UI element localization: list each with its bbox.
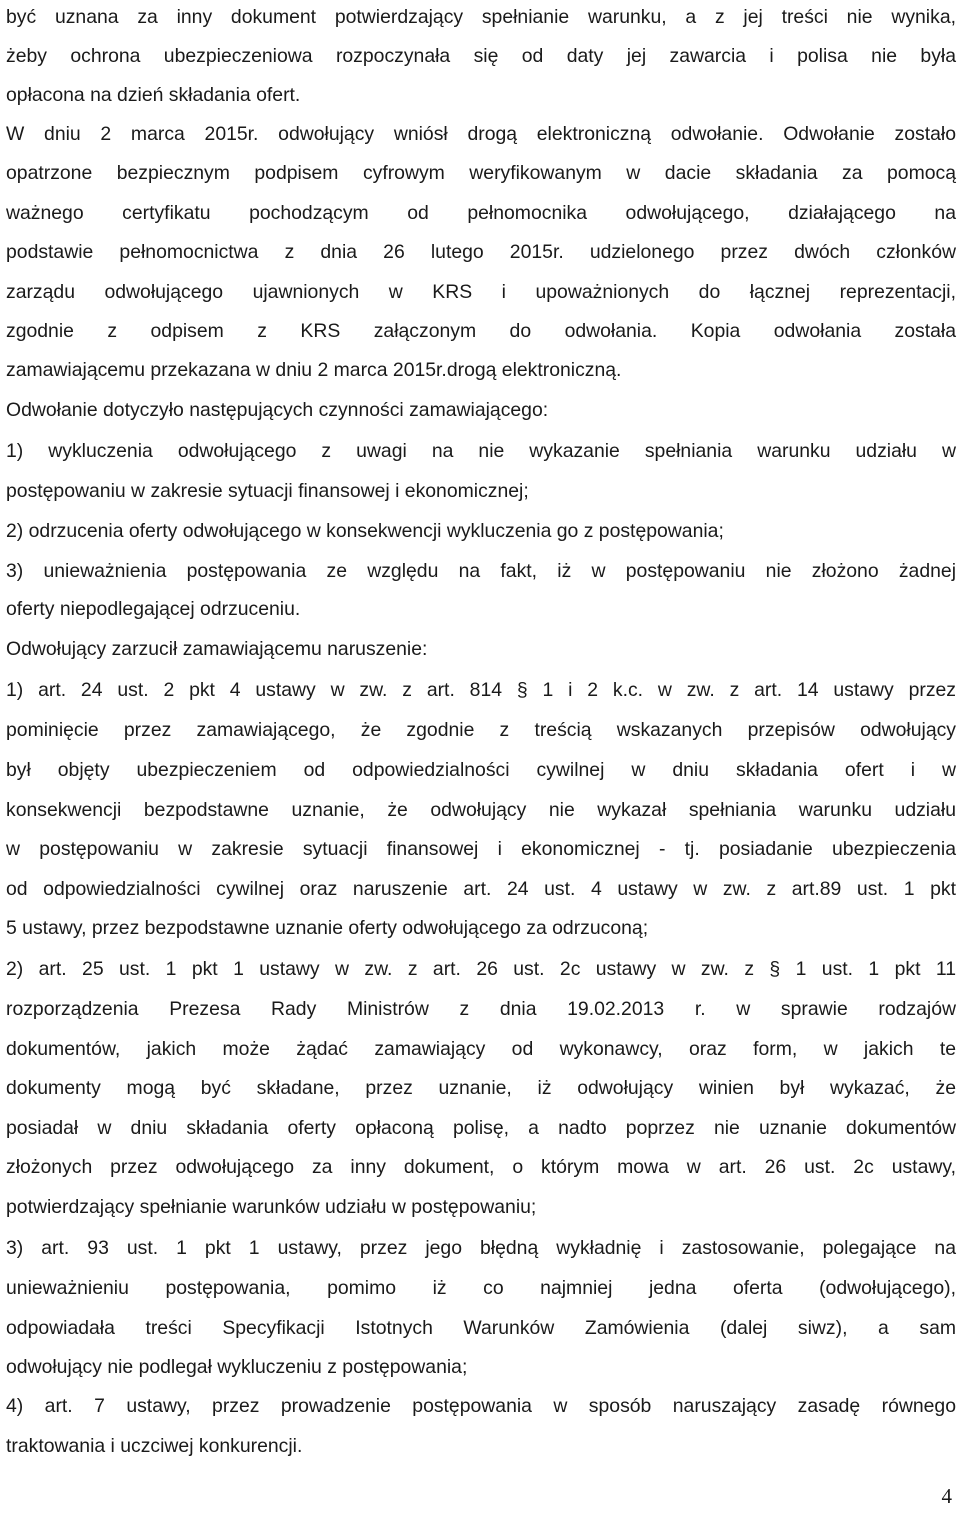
text-line: zarządu odwołującego ujawnionych w KRS i upoważnionych do łącznej reprezentacji, [6,281,956,303]
text-line: od odpowiedzialności cywilnej oraz naruszenie art. 24 ust. 4 ustawy w zw. z art.89 ust. 1 pkt [6,878,956,900]
text-line: unieważnieniu postępowania, pomimo iż co najmniej jedna oferta (odwołującego), [6,1277,956,1299]
text-line: odwołujący nie podlegał wykluczeniu z postępowania; [6,1356,468,1378]
text-line: 2) art. 25 ust. 1 pkt 1 ustawy w zw. z art. 26 ust. 2c ustawy w zw. z § 1 ust. 1 pkt 11 [6,958,956,980]
text-line: 3) unieważnienia postępowania ze względu na fakt, iż w postępowaniu nie złożono żadnej [6,560,956,582]
text-line: 1) art. 24 ust. 2 pkt 4 ustawy w zw. z art. 814 § 1 i 2 k.c. w zw. z art. 14 ustawy przez [6,679,956,701]
text-line: opłacona na dzień składania ofert. [6,84,301,106]
text-line: opatrzone bezpiecznym podpisem cyfrowym weryfikowanym w dacie składania za pomocą [6,162,956,184]
text-line: pominięcie przez zamawiającego, że zgodnie z treścią wskazanych przepisów odwołujący [6,719,956,741]
text-line: 3) art. 93 ust. 1 pkt 1 ustawy, przez jego błędną wykładnię i zastosowanie, polegające na [6,1237,956,1259]
text-line: żeby ochrona ubezpieczeniowa rozpoczynała się od daty jej zawarcia i polisa nie była [6,45,956,67]
text-line: postępowaniu w zakresie sytuacji finansowej i ekonomicznej; [6,480,529,502]
text-line: posiadał w dniu składania oferty opłaconą polisę, a nadto poprzez nie uznanie dokumentów [6,1117,956,1139]
text-line: W dniu 2 marca 2015r. odwołujący wniósł drogą elektroniczną odwołanie. Odwołanie zostało [6,123,956,145]
text-line: zamawiającemu przekazana w dniu 2 marca 2015r.drogą elektroniczną. [6,359,622,381]
text-line: dokumenty mogą być składane, przez uznanie, iż odwołujący winien był wykazać, że [6,1077,956,1099]
text-line: Odwołujący zarzucił zamawiającemu naruszenie: [6,638,428,660]
text-line: 2) odrzucenia oferty odwołującego w konsekwencji wykluczenia go z postępowania; [6,520,724,542]
text-line: 1) wykluczenia odwołującego z uwagi na nie wykazanie spełniania warunku udziału w [6,440,956,462]
text-line: Odwołanie dotyczyło następujących czynności zamawiającego: [6,399,549,421]
text-line: rozporządzenia Prezesa Rady Ministrów z dnia 19.02.2013 r. w sprawie rodzajów [6,998,956,1020]
text-line: dokumentów, jakich może żądać zamawiający od wykonawcy, oraz form, w jakich te [6,1038,956,1060]
text-line: ważnego certyfikatu pochodzącym od pełnomocnika odwołującego, działającego na [6,202,956,224]
text-line: być uznana za inny dokument potwierdzający spełnianie warunku, a z jej treści nie wynika, [6,6,956,28]
text-line: oferty niepodlegającej odrzuceniu. [6,598,301,620]
text-line: w postępowaniu w zakresie sytuacji finansowej i ekonomicznej - tj. posiadanie ubezpieczenia [6,838,956,860]
text-line: konsekwencji bezpodstawne uznanie, że odwołujący nie wykazał spełniania warunku udziału [6,799,956,821]
text-line: 4) art. 7 ustawy, przez prowadzenie postępowania w sposób naruszający zasadę równego [6,1395,956,1417]
text-line: 5 ustawy, przez bezpodstawne uznanie oferty odwołującego za odrzuconą; [6,917,649,939]
text-line: odpowiadała treści Specyfikacji Istotnych Warunków Zamówienia (dalej siwz), a sam [6,1317,956,1339]
text-line: podstawie pełnomocnictwa z dnia 26 lutego 2015r. udzielonego przez dwóch członków [6,241,956,263]
text-line: zgodnie z odpisem z KRS załączonym do odwołania. Kopia odwołania została [6,320,956,342]
text-line: złożonych przez odwołującego za inny dokument, o którym mowa w art. 26 ust. 2c ustawy, [6,1156,956,1178]
page-number: 4 [941,1484,952,1508]
text-line: potwierdzający spełnianie warunków udziału w postępowaniu; [6,1196,537,1218]
text-line: traktowania i uczciwej konkurencji. [6,1435,303,1457]
text-line: był objęty ubezpieczeniem od odpowiedzialności cywilnej w dniu składania ofert i w [6,759,956,781]
